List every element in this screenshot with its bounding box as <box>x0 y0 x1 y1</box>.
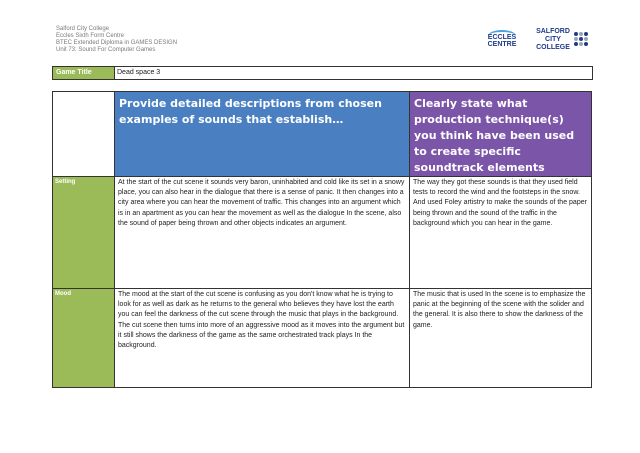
table-row <box>53 289 592 388</box>
salford-dots-icon <box>574 32 588 46</box>
header-unit: Unit 73: Sound For Computer Games <box>56 47 156 53</box>
mood-technique: The music that is used In the scene is to emphasize the panic at the beginning of the scene with the solider and the general. It is also there to show the darkness of the game. <box>410 289 592 388</box>
techniques-header: Clearly state what production technique(s) you think have been used to create specific soundtrack elements <box>410 92 592 177</box>
game-title-value: Dead space 3 <box>117 69 161 76</box>
table-header-row <box>53 92 592 177</box>
header-college: Salford City College <box>56 26 110 32</box>
header-corner-cell <box>53 92 115 177</box>
salford-logo-text: SALFORD CITY COLLEGE <box>536 28 570 51</box>
eccles-centre-logo <box>484 30 520 52</box>
header-centre: Eccles Sixth Form Centre <box>56 33 125 39</box>
header-course: BTEC Extended Diploma in GAMES DESIGN <box>56 40 178 46</box>
row-label-setting: Setting <box>53 177 115 289</box>
sound-analysis-table <box>52 91 592 388</box>
setting-description: At the start of the cut scene it sounds very baron, uninhabited and cold like its set in a snowy place, you can also hear in the dialogue that there is a sense of panic. It then changes into a city area where you can hear the movement of traffic. This changes into an argument which is in an apartment as you can hear the movement as well as the dialogue In the scene, also the sound of paper being thrown and other objects indicates an argument. <box>115 177 410 289</box>
eccles-logo-text: ECCLES CENTRE <box>487 34 517 48</box>
game-title-row <box>52 66 593 80</box>
table-row <box>53 177 592 289</box>
salford-college-logo <box>528 24 588 60</box>
document-header <box>56 26 177 54</box>
descriptions-header: Provide detailed descriptions from chosen examples of sounds that establish… <box>115 92 410 177</box>
row-label-mood: Mood <box>53 289 115 388</box>
mood-description: The mood at the start of the cut scene is confusing as you don't know what he is trying to look for as well as dark as he returns to the general who believes they have lost the earth you can feel the darkness of the cut scene through the music that plays in the background. The cut scene then turns into more of an aggressive mood as it moves into the argument but it still shows the darkness of the game as the same orchestrated track plays In the background. <box>115 289 410 388</box>
game-title-label: Game Title <box>53 67 115 79</box>
setting-technique: The way they got these sounds is that they used field tests to record the wind and the footsteps in the snow. And used Foley artistry to make the sounds of the paper being thrown and the sound of the traffic in the background which you can hear in the game. <box>410 177 592 289</box>
